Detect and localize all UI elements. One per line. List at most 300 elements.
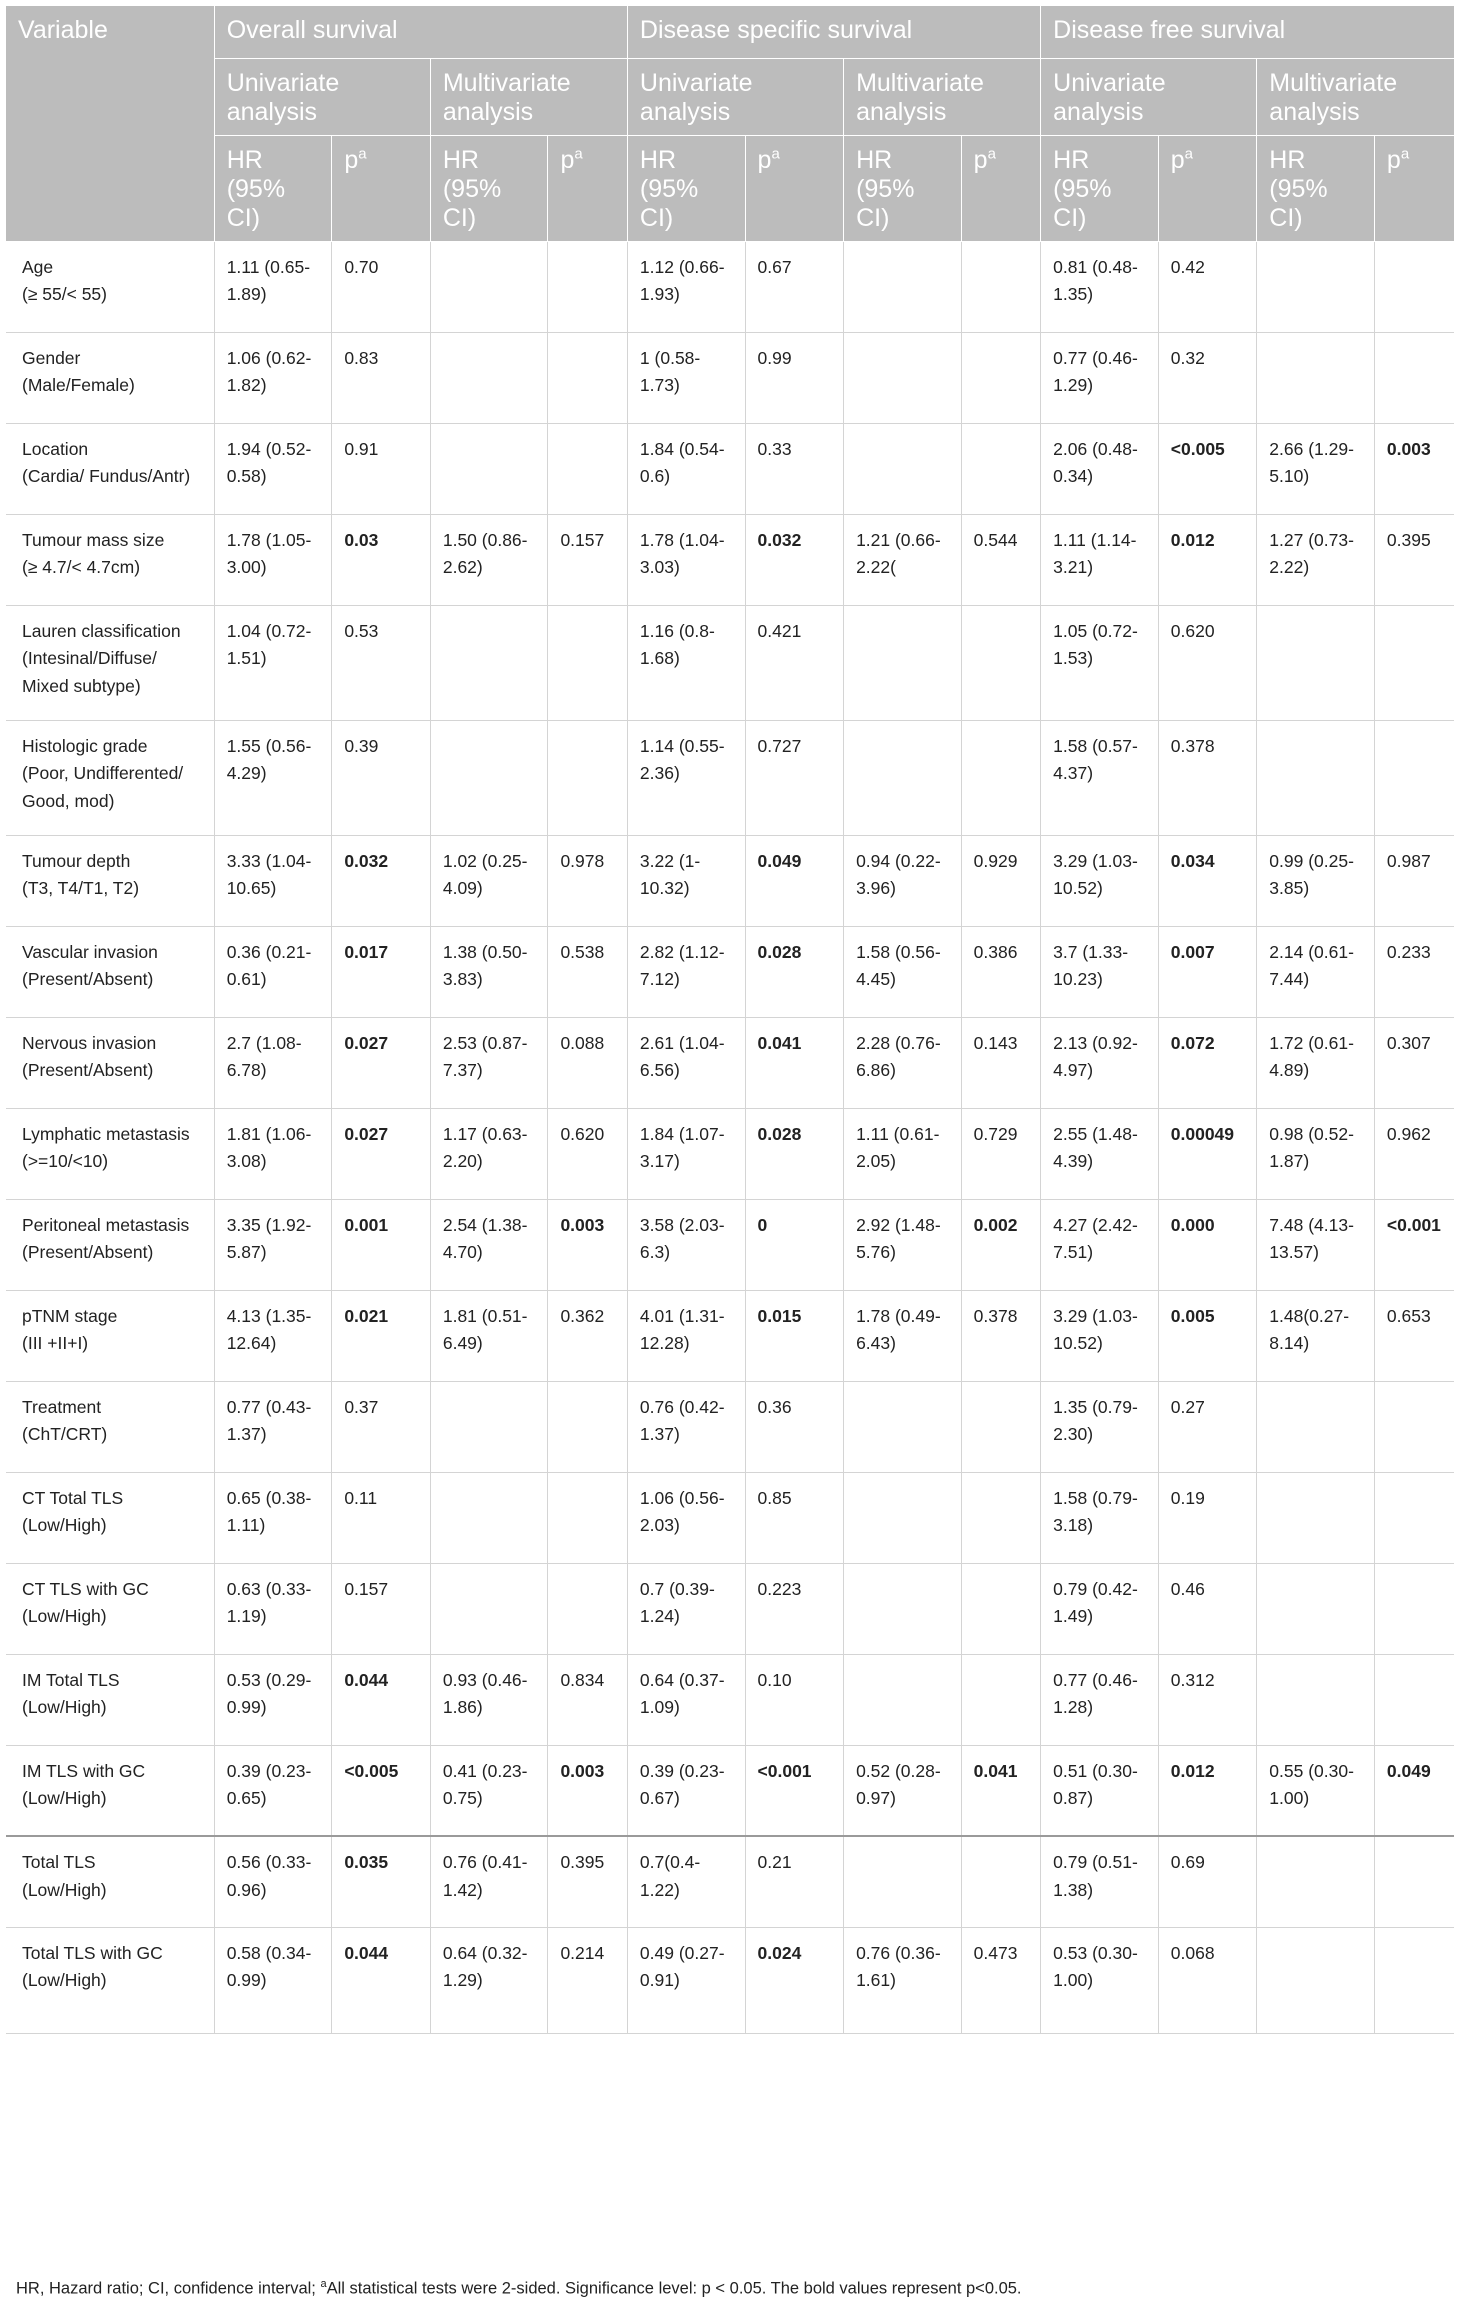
cell-p-value: 0.03 [332, 514, 431, 605]
cell-p-value: 0.012 [1158, 1745, 1257, 1836]
cell-hr: 0.81 (0.48-1.35) [1041, 241, 1159, 332]
cell-p-value: 0.012 [1158, 514, 1257, 605]
table-row [6, 1654, 1454, 1745]
cell-variable [6, 1836, 214, 1927]
variable-name: IM TLS with GC [22, 1760, 146, 1781]
variable-name: CT TLS with GC [22, 1578, 149, 1599]
cell-p-value: 0.978 [548, 835, 627, 926]
cell-p-value: 0.962 [1374, 1108, 1454, 1199]
header-univariate: Univariate analysis [214, 58, 430, 135]
cell-hr: 0.41 (0.23-0.75) [430, 1745, 548, 1836]
cell-p-value: 0.015 [745, 1290, 844, 1381]
cell-hr: 1.02 (0.25-4.09) [430, 835, 548, 926]
table-footnote [16, 2278, 1022, 2299]
header-p-superscript: a [987, 145, 996, 163]
cell-hr [844, 1836, 962, 1927]
cell-p-value: 0.157 [332, 1563, 431, 1654]
cell-hr: 1.06 (0.56-2.03) [627, 1472, 745, 1563]
cell-hr: 1.84 (1.07-3.17) [627, 1108, 745, 1199]
cell-hr: 0.36 (0.21-0.61) [214, 926, 332, 1017]
footnote-text-start: HR, Hazard ratio; CI, confidence interval; [16, 2279, 321, 2298]
cell-hr: 2.53 (0.87-7.37) [430, 1017, 548, 1108]
cell-p-value: 0.83 [332, 332, 431, 423]
cell-hr: 3.33 (1.04-10.65) [214, 835, 332, 926]
cell-p-value: 0.834 [548, 1654, 627, 1745]
cell-variable [6, 1745, 214, 1836]
header-hr: HR (95% CI) [1041, 135, 1159, 241]
cell-p-value: 0.362 [548, 1290, 627, 1381]
variable-name: Vascular invasion [22, 941, 158, 962]
cell-p-value [1374, 1381, 1454, 1472]
cell-p-value: 0.044 [332, 1927, 431, 2033]
cell-variable [6, 720, 214, 835]
header-hr: HR (95% CI) [214, 135, 332, 241]
variable-name: Lymphatic metastasis [22, 1123, 190, 1144]
cell-hr: 1.48(0.27-8.14) [1257, 1290, 1375, 1381]
cell-hr: 0.93 (0.46-1.86) [430, 1654, 548, 1745]
header-p-superscript: a [1400, 145, 1410, 163]
cell-hr: 0.55 (0.30-1.00) [1257, 1745, 1375, 1836]
cell-p-value: 0.46 [1158, 1563, 1257, 1654]
variable-comparison: (Low/High) [22, 1515, 107, 1535]
cell-hr: 2.54 (1.38-4.70) [430, 1199, 548, 1290]
cell-hr [844, 605, 962, 720]
header-variable: Variable [6, 6, 214, 241]
cell-variable [6, 1017, 214, 1108]
cell-hr [1257, 720, 1375, 835]
cell-hr: 0.94 (0.22-3.96) [844, 835, 962, 926]
cell-hr: 0.64 (0.37-1.09) [627, 1654, 745, 1745]
cell-p-value [961, 423, 1040, 514]
cell-p-value: 0.987 [1374, 835, 1454, 926]
header-hr: HR (95% CI) [627, 135, 745, 241]
cell-p-value: 0 [745, 1199, 844, 1290]
cell-hr: 1.81 (1.06-3.08) [214, 1108, 332, 1199]
cell-p-value: 0.044 [332, 1654, 431, 1745]
cell-p-value: 0.214 [548, 1927, 627, 2033]
cell-p-value [548, 605, 627, 720]
cell-hr: 1.27 (0.73-2.22) [1257, 514, 1375, 605]
cell-hr: 1.14 (0.55-2.36) [627, 720, 745, 835]
cell-hr: 0.53 (0.29-0.99) [214, 1654, 332, 1745]
header-disease-specific-survival: Disease specific survival [627, 6, 1040, 58]
table-body [6, 241, 1454, 2033]
cell-hr: 3.7 (1.33-10.23) [1041, 926, 1159, 1017]
header-stat-row [6, 135, 1454, 241]
cell-hr: 2.92 (1.48-5.76) [844, 1199, 962, 1290]
table-row [6, 926, 1454, 1017]
cell-p-value: 0.53 [332, 605, 431, 720]
cell-hr: 0.52 (0.28-0.97) [844, 1745, 962, 1836]
cell-variable [6, 1199, 214, 1290]
cell-hr: 0.98 (0.52-1.87) [1257, 1108, 1375, 1199]
cell-hr: 1.17 (0.63-2.20) [430, 1108, 548, 1199]
cell-p-value [548, 1381, 627, 1472]
variable-name: Tumour mass size [22, 529, 165, 550]
cell-p-value [1374, 1836, 1454, 1927]
cell-variable [6, 1927, 214, 2033]
variable-name: Age [22, 256, 54, 277]
cell-p-value: 0.99 [745, 332, 844, 423]
cell-p-value: 0.19 [1158, 1472, 1257, 1563]
header-hr: HR (95% CI) [844, 135, 962, 241]
cell-hr [430, 423, 548, 514]
cell-p-value: 0.032 [745, 514, 844, 605]
cell-p-value: 0.007 [1158, 926, 1257, 1017]
cell-variable [6, 1290, 214, 1381]
cell-hr: 0.64 (0.32-1.29) [430, 1927, 548, 2033]
variable-name: CT Total TLS [22, 1487, 124, 1508]
table-row [6, 1836, 1454, 1927]
cell-p-value [548, 1563, 627, 1654]
cell-p-value: 0.035 [332, 1836, 431, 1927]
cell-p-value [1374, 241, 1454, 332]
cell-p-value: 0.003 [1374, 423, 1454, 514]
cell-p-value: 0.91 [332, 423, 431, 514]
cell-hr: 2.82 (1.12-7.12) [627, 926, 745, 1017]
cell-p-value: 0.67 [745, 241, 844, 332]
variable-comparison: (Male/Female) [22, 375, 135, 395]
cell-hr: 1.58 (0.79-3.18) [1041, 1472, 1159, 1563]
header-p [961, 135, 1040, 241]
cell-p-value: 0.21 [745, 1836, 844, 1927]
cell-p-value: 0.003 [548, 1199, 627, 1290]
cell-p-value: 0.027 [332, 1108, 431, 1199]
header-p [332, 135, 431, 241]
cell-hr: 1.78 (1.05-3.00) [214, 514, 332, 605]
cell-hr: 1.21 (0.66-2.22( [844, 514, 962, 605]
cell-p-value: 0.028 [745, 926, 844, 1017]
cell-p-value: 0.223 [745, 1563, 844, 1654]
variable-name: Peritoneal metastasis [22, 1214, 190, 1235]
cell-p-value: 0.727 [745, 720, 844, 835]
cell-p-value [1374, 1472, 1454, 1563]
cell-hr [844, 1654, 962, 1745]
cell-hr: 0.76 (0.42-1.37) [627, 1381, 745, 1472]
table-header [6, 6, 1454, 241]
cell-hr: 1.58 (0.57-4.37) [1041, 720, 1159, 835]
table-row [6, 1017, 1454, 1108]
cell-hr [844, 423, 962, 514]
cell-p-value: <0.001 [745, 1745, 844, 1836]
header-p [1158, 135, 1257, 241]
variable-comparison: (Poor, Undifferented/ Good, mod) [22, 763, 184, 811]
variable-name: Nervous invasion [22, 1032, 157, 1053]
cell-p-value: 0.028 [745, 1108, 844, 1199]
cell-p-value: 0.39 [332, 720, 431, 835]
cell-p-value: 0.312 [1158, 1654, 1257, 1745]
cell-p-value: 0.421 [745, 605, 844, 720]
cell-hr [844, 332, 962, 423]
cell-p-value [548, 423, 627, 514]
cell-p-value [1374, 332, 1454, 423]
cell-p-value: 0.653 [1374, 1290, 1454, 1381]
variable-name: IM Total TLS [22, 1669, 120, 1690]
header-p-superscript: a [358, 145, 367, 163]
cell-hr: 1.04 (0.72-1.51) [214, 605, 332, 720]
cell-p-value: 0.049 [745, 835, 844, 926]
cell-hr: 4.27 (2.42-7.51) [1041, 1199, 1159, 1290]
cell-hr [1257, 1654, 1375, 1745]
cell-hr: 0.99 (0.25- 3.85) [1257, 835, 1375, 926]
variable-name: pTNM stage [22, 1305, 118, 1326]
cell-p-value: 0.143 [961, 1017, 1040, 1108]
variable-name: Treatment [22, 1396, 102, 1417]
cell-p-value [961, 605, 1040, 720]
cell-hr: 1.11 (0.61-2.05) [844, 1108, 962, 1199]
cell-p-value [961, 1836, 1040, 1927]
cell-hr: 2.55 (1.48-4.39) [1041, 1108, 1159, 1199]
header-p-superscript: a [574, 145, 583, 163]
table-row [6, 1745, 1454, 1836]
cell-hr: 2.28 (0.76-6.86) [844, 1017, 962, 1108]
cell-hr: 0.65 (0.38-1.11) [214, 1472, 332, 1563]
header-univariate: Univariate analysis [1041, 58, 1257, 135]
cell-p-value: 0.049 [1374, 1745, 1454, 1836]
variable-comparison: (Cardia/ Fundus/Antr) [22, 466, 191, 486]
variable-comparison: (Low/High) [22, 1879, 107, 1900]
header-multivariate: Multivariate analysis [1257, 58, 1454, 135]
cell-p-value: 0.395 [548, 1836, 627, 1927]
table-row [6, 1381, 1454, 1472]
cell-hr: 0.39 (0.23-0.67) [627, 1745, 745, 1836]
cell-p-value: 0.002 [961, 1199, 1040, 1290]
cell-variable [6, 1381, 214, 1472]
cell-hr: 0.79 (0.51-1.38) [1041, 1836, 1159, 1927]
cell-p-value: 0.70 [332, 241, 431, 332]
cell-p-value [961, 720, 1040, 835]
cell-hr: 1.11 (0.65-1.89) [214, 241, 332, 332]
cell-hr [1257, 1836, 1375, 1927]
cell-p-value: 0.021 [332, 1290, 431, 1381]
cell-hr: 0.56 (0.33-0.96) [214, 1836, 332, 1927]
header-p-label: p [757, 145, 772, 174]
cell-p-value: 0.041 [745, 1017, 844, 1108]
cell-hr: 1.55 (0.56-4.29) [214, 720, 332, 835]
cell-p-value: 0.36 [745, 1381, 844, 1472]
cell-p-value: 0.37 [332, 1381, 431, 1472]
variable-comparison: (Low/High) [22, 1970, 107, 1990]
header-p [745, 135, 844, 241]
cell-hr [1257, 1563, 1375, 1654]
table-row [6, 514, 1454, 605]
cell-hr: 0.49 (0.27-0.91) [627, 1927, 745, 2033]
cell-hr [430, 605, 548, 720]
cell-p-value: 0.068 [1158, 1927, 1257, 2033]
header-p [1374, 135, 1454, 241]
cell-p-value: 0.27 [1158, 1381, 1257, 1472]
variable-comparison: (Present/Absent) [22, 969, 154, 989]
cell-hr [844, 1472, 962, 1563]
cell-hr [430, 332, 548, 423]
cell-hr: 0.58 (0.34-0.99) [214, 1927, 332, 2033]
variable-comparison: (≥ 4.7/< 4.7cm) [22, 557, 141, 577]
cell-hr [430, 1563, 548, 1654]
cell-p-value: 0.11 [332, 1472, 431, 1563]
cell-p-value [1374, 605, 1454, 720]
cell-hr: 4.13 (1.35-12.64) [214, 1290, 332, 1381]
table-container [6, 6, 1454, 2034]
cell-hr: 0.39 (0.23-0.65) [214, 1745, 332, 1836]
variable-name: Location [22, 438, 89, 459]
cell-p-value: 0.041 [961, 1745, 1040, 1836]
cell-hr [844, 1381, 962, 1472]
cell-hr [430, 241, 548, 332]
table-row [6, 835, 1454, 926]
cell-hr: 1.50 (0.86-2.62) [430, 514, 548, 605]
cell-hr: 2.66 (1.29-5.10) [1257, 423, 1375, 514]
cell-p-value [961, 1472, 1040, 1563]
variable-comparison: (>=10/<10) [22, 1151, 109, 1171]
cell-hr: 0.79 (0.42-1.49) [1041, 1563, 1159, 1654]
table-row [6, 332, 1454, 423]
cell-hr [844, 720, 962, 835]
table-row [6, 1472, 1454, 1563]
cell-p-value: 0.003 [548, 1745, 627, 1836]
header-disease-free-survival: Disease free survival [1041, 6, 1454, 58]
header-hr: HR (95% CI) [430, 135, 548, 241]
cell-variable [6, 241, 214, 332]
cell-p-value: 0.378 [961, 1290, 1040, 1381]
cell-p-value: 0.378 [1158, 720, 1257, 835]
cell-p-value: 0.005 [1158, 1290, 1257, 1381]
cell-p-value [1374, 720, 1454, 835]
cell-hr [1257, 332, 1375, 423]
cell-p-value: <0.005 [332, 1745, 431, 1836]
cell-hr: 0.76 (0.41-1.42) [430, 1836, 548, 1927]
header-multivariate: Multivariate analysis [844, 58, 1041, 135]
variable-comparison: (T3, T4/T1, T2) [22, 878, 140, 898]
cell-variable [6, 1108, 214, 1199]
cell-hr: 1.78 (0.49-6.43) [844, 1290, 962, 1381]
cell-p-value: 0.729 [961, 1108, 1040, 1199]
cell-hr: 0.76 (0.36-1.61) [844, 1927, 962, 2033]
cell-p-value: 0.69 [1158, 1836, 1257, 1927]
cell-hr: 1.35 (0.79-2.30) [1041, 1381, 1159, 1472]
table-row [6, 1927, 1454, 2033]
cell-p-value: 0.001 [332, 1199, 431, 1290]
cell-p-value: 0.034 [1158, 835, 1257, 926]
header-overall-survival: Overall survival [214, 6, 627, 58]
cell-hr: 0.7(0.4-1.22) [627, 1836, 745, 1927]
cell-hr [844, 241, 962, 332]
cell-p-value: 0.42 [1158, 241, 1257, 332]
cell-p-value: 0.233 [1374, 926, 1454, 1017]
cell-hr: 1.72 (0.61-4.89) [1257, 1017, 1375, 1108]
cell-hr: 1.58 (0.56-4.45) [844, 926, 962, 1017]
cell-hr [1257, 1927, 1375, 2033]
cell-p-value [961, 1563, 1040, 1654]
cell-hr: 1.06 (0.62-1.82) [214, 332, 332, 423]
cell-p-value: 0.33 [745, 423, 844, 514]
table-row [6, 720, 1454, 835]
cell-hr: 3.29 (1.03-10.52) [1041, 1290, 1159, 1381]
table-row [6, 241, 1454, 332]
header-p-label: p [560, 145, 575, 174]
cell-hr: 2.7 (1.08-6.78) [214, 1017, 332, 1108]
cell-p-value: 0.00049 [1158, 1108, 1257, 1199]
cell-hr: 0.77 (0.43-1.37) [214, 1381, 332, 1472]
cell-p-value [961, 1381, 1040, 1472]
variable-comparison: (Low/High) [22, 1788, 107, 1808]
cell-hr [844, 1563, 962, 1654]
cell-hr: 1.84 (0.54-0.6) [627, 423, 745, 514]
variable-comparison: (Present/Absent) [22, 1060, 154, 1080]
cell-hr: 2.13 (0.92-4.97) [1041, 1017, 1159, 1108]
cell-p-value: 0.024 [745, 1927, 844, 2033]
cell-hr: 1.78 (1.04-3.03) [627, 514, 745, 605]
cell-p-value: 0.088 [548, 1017, 627, 1108]
cell-hr: 0.7 (0.39-1.24) [627, 1563, 745, 1654]
header-multivariate: Multivariate analysis [430, 58, 627, 135]
cell-hr: 0.63 (0.33-1.19) [214, 1563, 332, 1654]
cell-hr: 3.22 (1-10.32) [627, 835, 745, 926]
variable-name: Histologic grade [22, 735, 148, 756]
table-row [6, 1199, 1454, 1290]
header-univariate: Univariate analysis [627, 58, 843, 135]
variable-comparison: (Low/High) [22, 1606, 107, 1626]
header-hr: HR (95% CI) [1257, 135, 1375, 241]
cell-hr: 3.58 (2.03-6.3) [627, 1199, 745, 1290]
cell-variable [6, 1654, 214, 1745]
cell-p-value [548, 720, 627, 835]
variable-name: Total TLS [22, 1852, 96, 1872]
cell-p-value: 0.386 [961, 926, 1040, 1017]
table-row [6, 423, 1454, 514]
table-row [6, 1290, 1454, 1381]
variable-comparison: (Low/High) [22, 1697, 107, 1717]
footnote-text-end: All statistical tests were 2-sided. Significance level: p < 0.05. The bold values represent p<0.05. [326, 2279, 1022, 2298]
cell-p-value [1374, 1563, 1454, 1654]
cell-hr: 3.29 (1.03-10.52) [1041, 835, 1159, 926]
cell-hr: 2.14 (0.61-7.44) [1257, 926, 1375, 1017]
cell-hr: 1.81 (0.51-6.49) [430, 1290, 548, 1381]
cell-p-value: <0.001 [1374, 1199, 1454, 1290]
cell-hr: 1.11 (1.14-3.21) [1041, 514, 1159, 605]
cell-hr: 2.61 (1.04-6.56) [627, 1017, 745, 1108]
header-p-label: p [973, 145, 988, 174]
variable-comparison: (≥ 55/< 55) [22, 284, 107, 304]
cell-p-value: 0.538 [548, 926, 627, 1017]
cell-hr: 1.05 (0.72-1.53) [1041, 605, 1159, 720]
variable-name: Tumour depth [22, 850, 131, 871]
cell-p-value: 0.157 [548, 514, 627, 605]
cell-p-value: 0.017 [332, 926, 431, 1017]
table-row [6, 1563, 1454, 1654]
cell-p-value [1374, 1927, 1454, 2033]
variable-comparison: (III +II+I) [22, 1333, 89, 1353]
cell-hr: 1 (0.58-1.73) [627, 332, 745, 423]
cell-variable [6, 1563, 214, 1654]
table-row [6, 605, 1454, 720]
cell-hr: 3.35 (1.92-5.87) [214, 1199, 332, 1290]
header-p-label: p [344, 145, 359, 174]
cell-p-value: 0.395 [1374, 514, 1454, 605]
cell-hr: 0.53 (0.30-1.00) [1041, 1927, 1159, 2033]
header-p-label: p [1170, 145, 1185, 174]
cell-p-value: 0.544 [961, 514, 1040, 605]
cell-hr: 1.16 (0.8-1.68) [627, 605, 745, 720]
cell-hr [1257, 605, 1375, 720]
cell-p-value: 0.10 [745, 1654, 844, 1745]
cell-p-value [1374, 1654, 1454, 1745]
cell-p-value: <0.005 [1158, 423, 1257, 514]
cell-p-value: 0.032 [332, 835, 431, 926]
cell-p-value: 0.929 [961, 835, 1040, 926]
header-p [548, 135, 627, 241]
variable-name: Lauren classification [22, 620, 181, 641]
cell-p-value: 0.32 [1158, 332, 1257, 423]
